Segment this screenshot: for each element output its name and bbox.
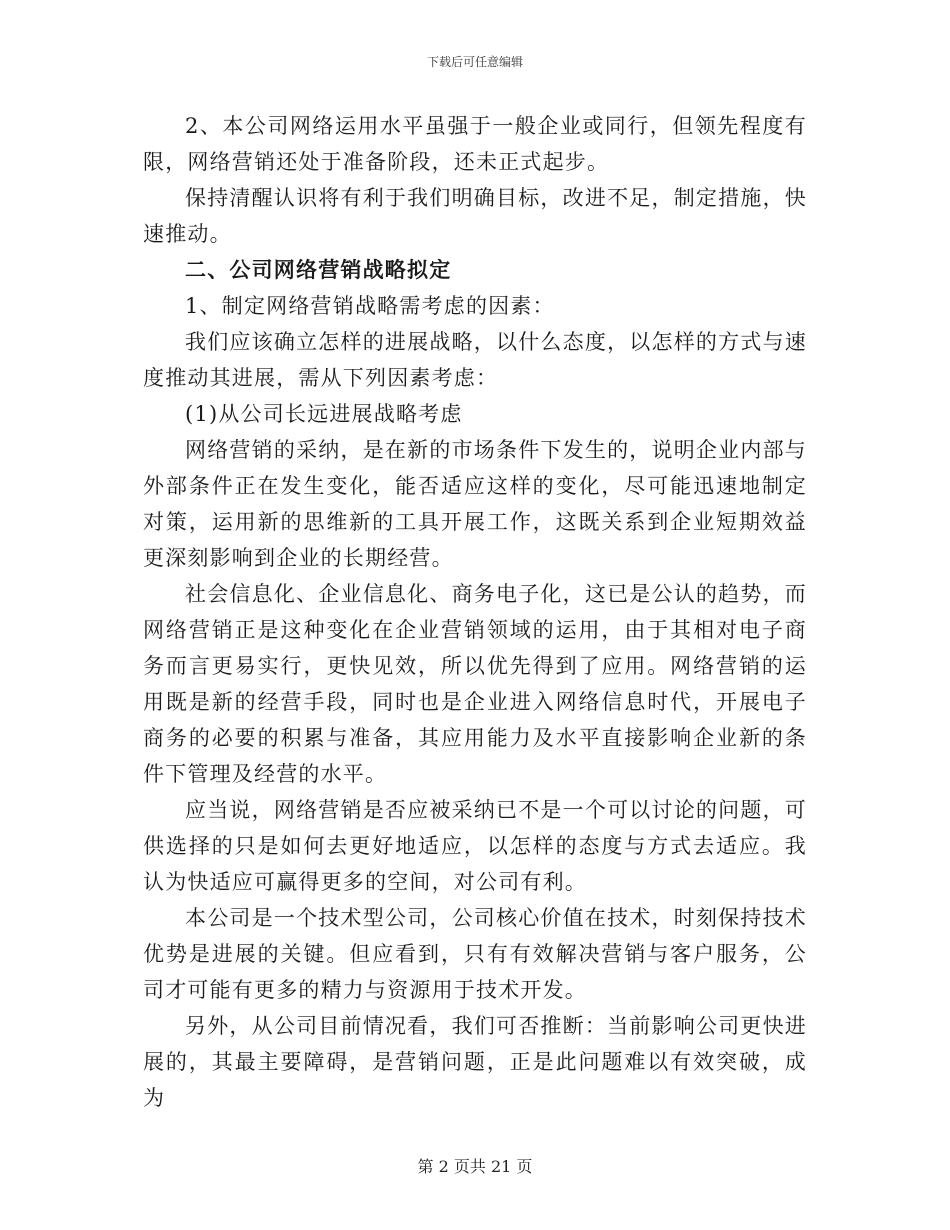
paragraph: 社会信息化、企业信息化、商务电子化，这已是公认的趋势，而网络营销正是这种变化在企业营销领域的运用，由于其相对电子商务而言更易实行，更快见效，所以优先得到了应用。网络营销的运用既是新的经营手段，同时也是企业进入网络信息时代，开展电子商务的必要的积累与准备，其应用能力及水平直接影响企业新的条件下管理及经营的水平。 <box>143 582 807 786</box>
paragraph: 2、本公司网络运用水平虽强于一般企业或同行，但领先程度有限，网络营销还处于准备阶段，还未正式起步。 <box>143 114 807 174</box>
page-footer: 第 2 页共 21 页 <box>417 1157 533 1176</box>
paragraph: 本公司是一个技术型公司，公司核心价值在技术，时刻保持技术优势是进展的关键。但应看到，只有有效解决营销与客户服务，公司才可能有更多的精力与资源用于技术开发。 <box>143 906 807 1002</box>
paragraph: 应当说，网络营销是否应被采纳已不是一个可以讨论的问题，可供选择的只是如何去更好地适应，以怎样的态度与方式去适应。我认为快适应可赢得更多的空间，对公司有利。 <box>143 798 807 894</box>
section-heading: 二、公司网络营销战略拟定 <box>185 257 452 282</box>
subsection-heading: 1、制定网络营销战略需考虑的因素： <box>185 294 555 318</box>
paragraph: 我们应该确立怎样的进展战略，以什么态度，以怎样的方式与速度推动其进展，需从下列因素考虑： <box>143 330 807 390</box>
paragraph: 另外，从公司目前情况看，我们可否推断：当前影响公司更快进展的，其最主要障碍，是营销问题，正是此问题难以有效突破，成为 <box>143 1014 807 1110</box>
document-body <box>143 108 807 1116</box>
page-header: 下载后可任意编辑 <box>426 55 523 69</box>
paragraph: 网络营销的采纳，是在新的市场条件下发生的，说明企业内部与外部条件正在发生变化，能否适应这样的变化，尽可能迅速地制定对策，运用新的思维新的工具开展工作，这既关系到企业短期效益更深刻影响到企业的长期经营。 <box>143 438 807 570</box>
paragraph: 保持清醒认识将有利于我们明确目标，改进不足，制定措施，快速推动。 <box>143 186 807 246</box>
list-item-heading: (1)从公司长远进展战略考虑 <box>185 402 463 426</box>
